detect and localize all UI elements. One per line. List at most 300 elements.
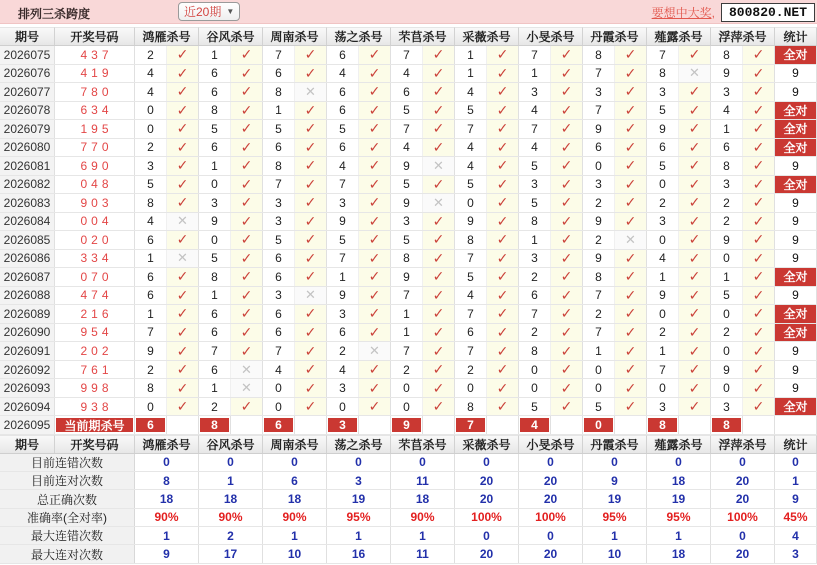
check-icon: ✓ [167, 65, 199, 83]
current-kill-chip: 8 [200, 418, 229, 433]
check-icon: ✓ [231, 398, 263, 416]
kill-number-cell: 2 [327, 342, 359, 360]
summary-value-cell: 20 [519, 472, 583, 489]
summary-value-cell: 90% [199, 509, 263, 526]
kill-number-cell: 2 [711, 194, 743, 212]
kill-number-cell: 6 [647, 139, 679, 157]
kill-number-cell: 0 [647, 379, 679, 397]
check-icon: ✓ [615, 324, 647, 342]
column-header-expert-0: 鸿雁杀号 [135, 435, 199, 453]
kill-number-cell: 1 [455, 65, 487, 83]
summary-value-cell: 6 [263, 472, 327, 489]
check-icon: ✓ [167, 398, 199, 416]
kill-number-cell: 7 [263, 176, 295, 194]
check-icon: ✓ [487, 65, 519, 83]
check-icon: ✓ [679, 250, 711, 268]
current-kill-cell [583, 416, 615, 434]
check-icon: ✓ [615, 102, 647, 120]
kill-number-cell: 5 [199, 120, 231, 138]
x-icon: ✕ [295, 287, 327, 305]
summary-value-cell: 19 [647, 490, 711, 507]
summary-label: 目前连对次数 [0, 472, 135, 489]
kill-number-cell: 9 [391, 194, 423, 212]
check-icon: ✓ [487, 324, 519, 342]
period-range-select[interactable] [178, 2, 240, 21]
check-icon: ✓ [743, 83, 775, 101]
kill-number-cell: 9 [199, 213, 231, 231]
check-icon: ✓ [295, 268, 327, 286]
check-icon: ✓ [487, 305, 519, 323]
summary-value-cell: 18 [135, 490, 199, 507]
kill-number-cell: 9 [647, 120, 679, 138]
kill-number-cell: 4 [455, 83, 487, 101]
kill-number-cell: 7 [583, 102, 615, 120]
stat-cell: 9 [775, 213, 817, 231]
kill-number-cell: 9 [711, 361, 743, 379]
stat-cell [775, 46, 817, 64]
summary-value-cell: 3 [327, 472, 391, 489]
check-icon: ✓ [551, 65, 583, 83]
summary-row [0, 472, 817, 490]
kill-number-cell: 5 [519, 398, 551, 416]
check-icon: ✓ [167, 268, 199, 286]
kill-number-cell: 5 [263, 231, 295, 249]
check-icon: ✓ [615, 379, 647, 397]
kill-number-cell: 0 [455, 194, 487, 212]
check-icon: ✓ [615, 250, 647, 268]
summary-value-cell: 11 [391, 545, 455, 562]
column-header-expert-0: 鸿雁杀号 [135, 27, 199, 45]
check-icon: ✓ [615, 398, 647, 416]
kill-number-cell: 0 [647, 305, 679, 323]
summary-value-cell: 18 [263, 490, 327, 507]
kill-number-cell: 0 [199, 176, 231, 194]
kill-number-cell: 3 [135, 157, 167, 175]
kill-number-cell: 6 [519, 287, 551, 305]
kill-number-cell: 2 [455, 361, 487, 379]
kill-number-cell: 7 [263, 342, 295, 360]
kill-number-cell: 6 [327, 102, 359, 120]
check-icon: ✓ [423, 231, 455, 249]
period-cell: 2026075 [0, 46, 55, 64]
kill-number-cell: 5 [391, 102, 423, 120]
check-icon: ✓ [551, 102, 583, 120]
table-row [0, 65, 817, 84]
current-kill-cell [391, 416, 423, 434]
empty-mark-cell [487, 416, 519, 434]
kill-number-cell: 9 [327, 213, 359, 231]
summary-value-cell: 11 [391, 472, 455, 489]
check-icon: ✓ [295, 379, 327, 397]
kill-number-cell: 1 [327, 268, 359, 286]
check-icon: ✓ [551, 268, 583, 286]
table-row [0, 250, 817, 269]
kill-number-cell: 7 [455, 120, 487, 138]
current-period-row [0, 416, 817, 435]
draw-numbers-cell: 938 [55, 398, 135, 416]
kill-number-cell: 3 [519, 250, 551, 268]
summary-value-cell: 0 [455, 454, 519, 471]
x-icon: ✕ [167, 213, 199, 231]
kill-number-cell: 9 [711, 65, 743, 83]
x-icon: ✕ [167, 250, 199, 268]
draw-numbers-cell: 761 [55, 361, 135, 379]
kill-number-cell: 8 [263, 157, 295, 175]
kill-number-cell: 9 [711, 231, 743, 249]
summary-stat-cell: 0 [775, 454, 817, 471]
kill-number-cell: 8 [711, 157, 743, 175]
check-icon: ✓ [231, 46, 263, 64]
check-icon: ✓ [487, 46, 519, 64]
kill-number-cell: 4 [327, 65, 359, 83]
kill-number-cell: 1 [199, 46, 231, 64]
column-header-expert-7: 丹霞杀号 [583, 435, 647, 453]
kill-number-cell: 5 [327, 231, 359, 249]
check-icon: ✓ [167, 194, 199, 212]
summary-value-cell: 100% [519, 509, 583, 526]
check-icon: ✓ [295, 157, 327, 175]
check-icon: ✓ [551, 324, 583, 342]
all-correct-badge: 全对 [775, 398, 816, 416]
kill-number-cell: 4 [135, 83, 167, 101]
kill-number-cell: 1 [199, 157, 231, 175]
kill-number-cell: 8 [647, 65, 679, 83]
table-row [0, 305, 817, 324]
kill-span-table [0, 27, 817, 435]
check-icon: ✓ [487, 157, 519, 175]
summary-value-cell: 9 [135, 545, 199, 562]
draw-numbers-cell: 474 [55, 287, 135, 305]
check-icon: ✓ [487, 83, 519, 101]
kill-number-cell: 5 [199, 250, 231, 268]
check-icon: ✓ [551, 176, 583, 194]
summary-stat-cell: 4 [775, 527, 817, 544]
current-kill-chip: 4 [520, 418, 549, 433]
stat-cell: 9 [775, 83, 817, 101]
period-range-value: 近20期 [184, 5, 222, 19]
check-icon: ✓ [295, 176, 327, 194]
kill-number-cell: 4 [455, 287, 487, 305]
check-icon: ✓ [359, 268, 391, 286]
summary-value-cell: 19 [327, 490, 391, 507]
summary-value-cell: 0 [583, 454, 647, 471]
kill-number-cell: 1 [391, 324, 423, 342]
kill-number-cell: 4 [519, 139, 551, 157]
kill-number-cell: 8 [519, 342, 551, 360]
check-icon: ✓ [295, 194, 327, 212]
empty-mark-cell [231, 416, 263, 434]
kill-number-cell: 3 [519, 176, 551, 194]
check-icon: ✓ [295, 398, 327, 416]
period-cell: 2026076 [0, 65, 55, 83]
draw-numbers-cell: 195 [55, 120, 135, 138]
kill-number-cell: 0 [711, 342, 743, 360]
kill-number-cell: 7 [583, 287, 615, 305]
check-icon: ✓ [423, 65, 455, 83]
check-icon: ✓ [615, 361, 647, 379]
x-icon: ✕ [615, 231, 647, 249]
x-icon: ✕ [295, 83, 327, 101]
kill-number-cell: 1 [519, 65, 551, 83]
check-icon: ✓ [615, 46, 647, 64]
table-row [0, 361, 817, 380]
kill-number-cell: 7 [455, 342, 487, 360]
column-header-expert-2: 周南杀号 [263, 27, 327, 45]
stat-cell: 9 [775, 361, 817, 379]
current-label-chip: 当前期杀号 [56, 418, 133, 433]
kill-number-cell: 9 [647, 287, 679, 305]
kill-number-cell: 2 [391, 361, 423, 379]
column-header-expert-5: 采薇杀号 [455, 27, 519, 45]
top-bar [0, 0, 817, 24]
check-icon: ✓ [615, 194, 647, 212]
check-icon: ✓ [423, 139, 455, 157]
stat-cell: 9 [775, 65, 817, 83]
check-icon: ✓ [679, 176, 711, 194]
x-icon: ✕ [231, 361, 263, 379]
check-icon: ✓ [615, 83, 647, 101]
check-icon: ✓ [295, 139, 327, 157]
summary-value-cell: 0 [711, 527, 775, 544]
column-header-period: 期号 [0, 435, 55, 453]
current-kill-cell [135, 416, 167, 434]
kill-number-cell: 1 [583, 342, 615, 360]
summary-value-cell: 17 [199, 545, 263, 562]
check-icon: ✓ [167, 287, 199, 305]
check-icon: ✓ [423, 379, 455, 397]
kill-number-cell: 5 [327, 120, 359, 138]
kill-number-cell: 2 [199, 398, 231, 416]
check-icon: ✓ [295, 250, 327, 268]
summary-value-cell: 18 [391, 490, 455, 507]
summary-value-cell: 0 [647, 454, 711, 471]
kill-number-cell: 3 [711, 83, 743, 101]
kill-number-cell: 5 [455, 268, 487, 286]
check-icon: ✓ [359, 139, 391, 157]
check-icon: ✓ [167, 361, 199, 379]
stat-cell [775, 305, 817, 323]
kill-number-cell: 4 [391, 65, 423, 83]
kill-number-cell: 0 [711, 305, 743, 323]
summary-value-cell: 1 [135, 527, 199, 544]
stat-cell: 9 [775, 194, 817, 212]
check-icon: ✓ [679, 287, 711, 305]
kill-number-cell: 2 [519, 324, 551, 342]
kill-number-cell: 5 [647, 102, 679, 120]
check-icon: ✓ [615, 268, 647, 286]
current-kill-chip: 8 [648, 418, 677, 433]
check-icon: ✓ [743, 194, 775, 212]
check-icon: ✓ [679, 157, 711, 175]
check-icon: ✓ [487, 102, 519, 120]
summary-value-cell: 18 [647, 472, 711, 489]
current-kill-chip: 6 [264, 418, 293, 433]
kill-number-cell: 0 [199, 231, 231, 249]
check-icon: ✓ [487, 379, 519, 397]
check-icon: ✓ [487, 120, 519, 138]
check-icon: ✓ [615, 157, 647, 175]
draw-numbers-cell: 048 [55, 176, 135, 194]
column-header-numbers: 开奖号码 [55, 435, 135, 453]
check-icon: ✓ [679, 194, 711, 212]
check-icon: ✓ [423, 361, 455, 379]
summary-value-cell: 1 [583, 527, 647, 544]
kill-number-cell: 6 [263, 268, 295, 286]
kill-number-cell: 0 [711, 379, 743, 397]
check-icon: ✓ [487, 250, 519, 268]
draw-numbers-cell: 020 [55, 231, 135, 249]
site-url[interactable]: 800820.NET [721, 3, 815, 22]
kill-number-cell: 6 [199, 83, 231, 101]
summary-value-cell: 0 [199, 454, 263, 471]
kill-number-cell: 6 [327, 46, 359, 64]
kill-number-cell: 5 [711, 287, 743, 305]
check-icon: ✓ [359, 46, 391, 64]
summary-value-cell: 100% [711, 509, 775, 526]
stat-cell [775, 139, 817, 157]
kill-number-cell: 7 [263, 46, 295, 64]
kill-number-cell: 0 [647, 176, 679, 194]
stat-cell [775, 268, 817, 286]
draw-numbers-cell: 998 [55, 379, 135, 397]
x-icon: ✕ [231, 379, 263, 397]
kill-number-cell: 1 [263, 102, 295, 120]
summary-value-cell: 0 [327, 454, 391, 471]
all-correct-badge: 全对 [775, 324, 816, 342]
summary-value-cell: 90% [135, 509, 199, 526]
check-icon: ✓ [487, 231, 519, 249]
kill-number-cell: 3 [647, 83, 679, 101]
check-icon: ✓ [743, 213, 775, 231]
table-row [0, 83, 817, 102]
summary-value-cell: 2 [199, 527, 263, 544]
summary-value-cell: 100% [455, 509, 519, 526]
period-cell: 2026086 [0, 250, 55, 268]
summary-label: 最大连错次数 [0, 527, 135, 544]
kill-number-cell: 0 [391, 398, 423, 416]
kill-number-cell: 6 [391, 83, 423, 101]
check-icon: ✓ [551, 213, 583, 231]
check-icon: ✓ [359, 231, 391, 249]
kill-number-cell: 2 [135, 139, 167, 157]
check-icon: ✓ [679, 231, 711, 249]
period-cell: 2026082 [0, 176, 55, 194]
summary-stat-cell: 3 [775, 545, 817, 562]
empty-mark-cell [743, 416, 775, 434]
summary-stat-cell: 45% [775, 509, 817, 526]
period-cell: 2026090 [0, 324, 55, 342]
check-icon: ✓ [487, 139, 519, 157]
draw-numbers-cell: 070 [55, 268, 135, 286]
check-icon: ✓ [231, 157, 263, 175]
table-row [0, 398, 817, 417]
draw-numbers-cell: 437 [55, 46, 135, 64]
kill-number-cell: 7 [327, 176, 359, 194]
summary-value-cell: 1 [647, 527, 711, 544]
check-icon: ✓ [551, 231, 583, 249]
kill-number-cell: 7 [647, 46, 679, 64]
draw-numbers-cell: 780 [55, 83, 135, 101]
check-icon: ✓ [487, 176, 519, 194]
kill-number-cell: 8 [199, 102, 231, 120]
period-cell: 2026087 [0, 268, 55, 286]
summary-value-cell: 0 [519, 527, 583, 544]
kill-number-cell: 6 [135, 231, 167, 249]
draw-numbers-cell: 903 [55, 194, 135, 212]
summary-value-cell: 95% [327, 509, 391, 526]
check-icon: ✓ [359, 65, 391, 83]
check-icon: ✓ [551, 83, 583, 101]
kill-number-cell: 6 [199, 361, 231, 379]
promo-link[interactable]: 要想中大奖, [651, 5, 715, 20]
check-icon: ✓ [743, 176, 775, 194]
all-correct-badge: 全对 [775, 305, 816, 323]
stat-cell: 9 [775, 287, 817, 305]
check-icon: ✓ [743, 398, 775, 416]
kill-number-cell: 9 [583, 250, 615, 268]
summary-value-cell: 0 [711, 454, 775, 471]
kill-number-cell: 0 [327, 398, 359, 416]
check-icon: ✓ [295, 324, 327, 342]
period-cell: 2026083 [0, 194, 55, 212]
all-correct-badge: 全对 [775, 120, 816, 138]
draw-numbers-cell: 202 [55, 342, 135, 360]
empty-mark-cell [551, 416, 583, 434]
kill-number-cell: 4 [391, 139, 423, 157]
kill-number-cell: 5 [455, 176, 487, 194]
check-icon: ✓ [359, 120, 391, 138]
kill-number-cell: 3 [711, 398, 743, 416]
check-icon: ✓ [231, 231, 263, 249]
check-icon: ✓ [231, 305, 263, 323]
current-kill-chip: 0 [584, 418, 613, 433]
summary-value-cell: 8 [135, 472, 199, 489]
check-icon: ✓ [487, 287, 519, 305]
kill-number-cell: 0 [263, 398, 295, 416]
check-icon: ✓ [679, 268, 711, 286]
kill-number-cell: 7 [583, 324, 615, 342]
column-header-expert-4: 芣苢杀号 [391, 27, 455, 45]
kill-number-cell: 8 [135, 379, 167, 397]
check-icon: ✓ [167, 342, 199, 360]
check-icon: ✓ [743, 139, 775, 157]
kill-number-cell: 6 [583, 139, 615, 157]
kill-number-cell: 8 [263, 83, 295, 101]
summary-value-cell: 20 [455, 472, 519, 489]
kill-number-cell: 3 [391, 213, 423, 231]
check-icon: ✓ [679, 305, 711, 323]
kill-number-cell: 0 [519, 361, 551, 379]
check-icon: ✓ [615, 305, 647, 323]
kill-number-cell: 4 [135, 213, 167, 231]
kill-number-cell: 3 [647, 398, 679, 416]
check-icon: ✓ [167, 231, 199, 249]
kill-number-cell: 1 [455, 46, 487, 64]
check-icon: ✓ [615, 65, 647, 83]
check-icon: ✓ [359, 194, 391, 212]
summary-value-cell: 1 [263, 527, 327, 544]
kill-number-cell: 5 [519, 157, 551, 175]
check-icon: ✓ [359, 83, 391, 101]
summary-value-cell: 0 [135, 454, 199, 471]
kill-number-cell: 7 [647, 361, 679, 379]
check-icon: ✓ [359, 250, 391, 268]
kill-number-cell: 5 [391, 176, 423, 194]
table-row [0, 176, 817, 195]
draw-numbers-cell: 334 [55, 250, 135, 268]
summary-row [0, 527, 817, 545]
all-correct-badge: 全对 [775, 268, 816, 286]
